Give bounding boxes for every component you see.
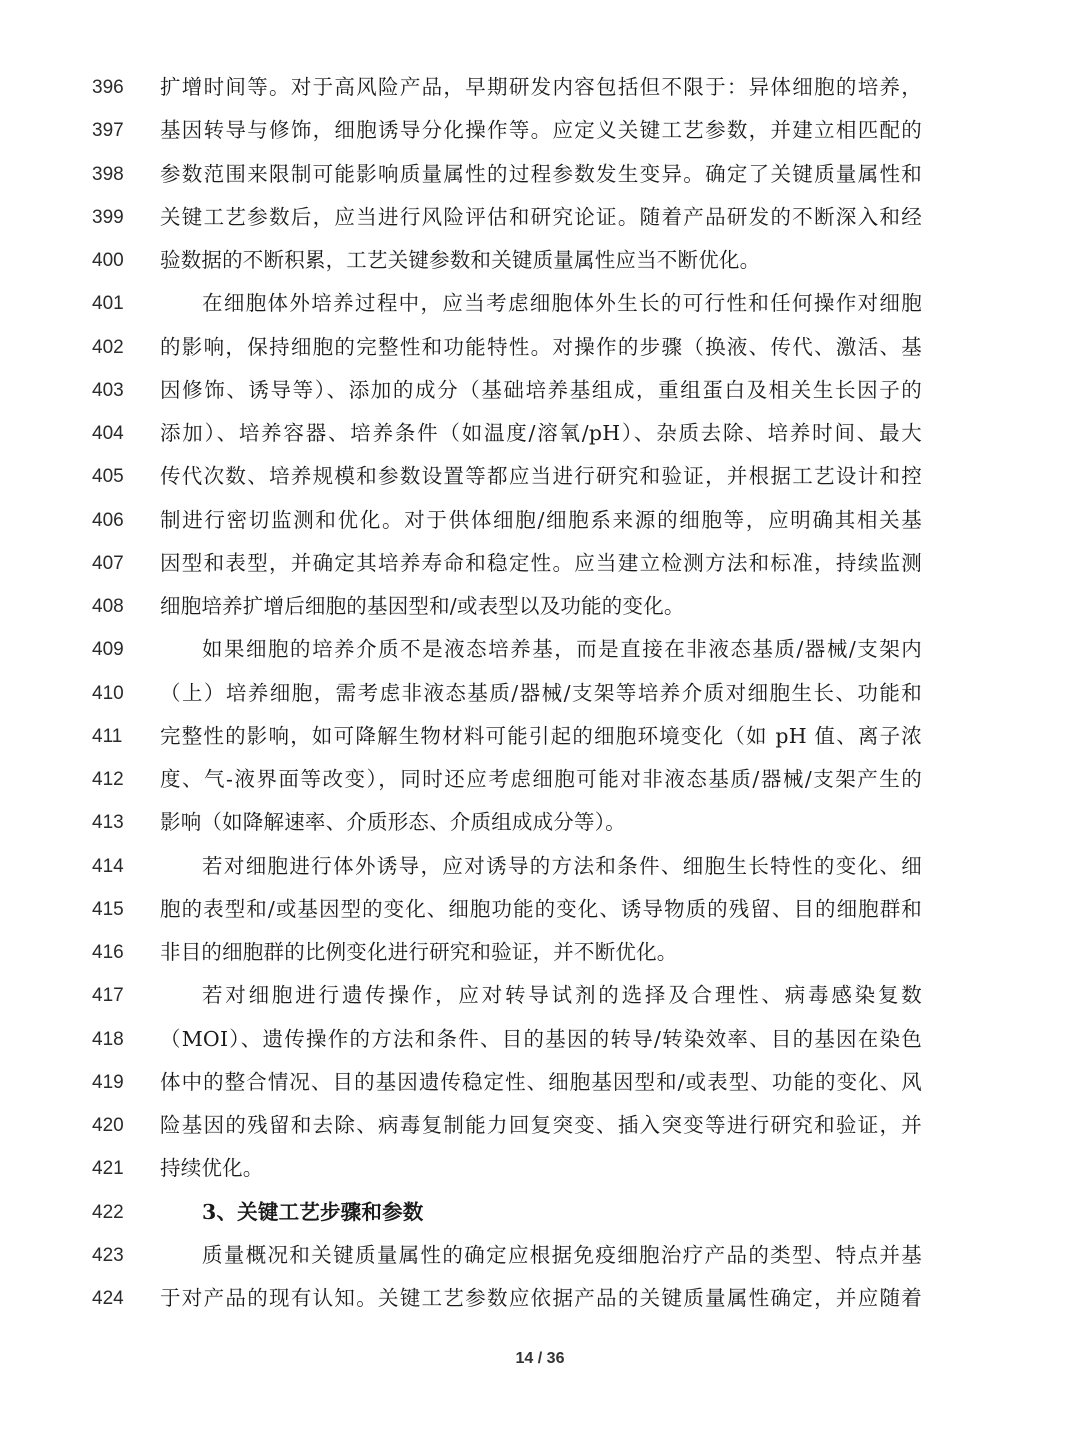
line-number: 423	[92, 1244, 124, 1266]
document-line	[0, 412, 1080, 455]
line-number: 413	[92, 812, 124, 834]
document-line	[0, 1147, 1080, 1190]
document-line	[0, 628, 1080, 671]
line-text: 扩增时间等。对于高风险产品，早期研发内容包括但不限于：异体细胞的培养，	[160, 75, 922, 99]
page-number: 14 / 36	[515, 1350, 565, 1367]
document-line	[0, 801, 1080, 844]
line-number: 419	[92, 1071, 124, 1093]
document-line	[0, 1104, 1080, 1147]
line-text: 险基因的残留和去除、病毒复制能力回复突变、插入突变等进行研究和验证，并	[160, 1113, 922, 1137]
document-line	[0, 66, 1080, 109]
line-number: 396	[92, 77, 124, 98]
line-text: 添加）、培养容器、培养条件（如温度/溶氧/pH）、杂质去除、培养时间、最大	[160, 421, 922, 445]
line-number: 420	[92, 1115, 124, 1136]
document-line	[0, 455, 1080, 498]
line-number: 403	[92, 379, 124, 401]
line-number: 421	[92, 1158, 124, 1180]
document-line	[0, 845, 1080, 888]
line-text: 完整性的影响，如可降解生物材料可能引起的细胞环境变化（如 pH 值、离子浓	[160, 723, 922, 748]
line-text: 关键工艺参数后，应当进行风险评估和研究论证。随着产品研发的不断深入和经	[160, 204, 922, 229]
line-text: 于对产品的现有认知。关键工艺参数应依据产品的关键质量属性确定，并应随着	[160, 1286, 922, 1310]
line-number: 422	[92, 1201, 124, 1223]
line-number: 414	[92, 855, 124, 877]
line-number: 401	[92, 293, 124, 315]
document-line	[0, 974, 1080, 1017]
document-line	[0, 1234, 1080, 1277]
line-text: 影响（如降解速率、介质形态、介质组成成分等）。	[160, 810, 626, 835]
line-text: （MOI）、遗传操作的方法和条件、目的基因的转导/转染效率、目的基因在染色	[160, 1026, 922, 1051]
document-line	[0, 1061, 1080, 1104]
document-line	[0, 326, 1080, 369]
document-body	[0, 66, 1080, 1320]
line-number: 418	[92, 1028, 124, 1050]
line-number: 406	[92, 509, 124, 531]
line-number: 404	[92, 423, 124, 444]
document-line	[0, 585, 1080, 628]
line-text: 非目的细胞群的比例变化进行研究和验证，并不断优化。	[160, 940, 678, 964]
line-text: 细胞培养扩增后细胞的基因型和/或表型以及功能的变化。	[160, 594, 685, 618]
line-text: 的影响，保持细胞的完整性和功能特性。对操作的步骤（换液、传代、激活、基	[160, 334, 922, 359]
line-text: 因修饰、诱导等）、添加的成分（基础培养基组成，重组蛋白及相关生长因子的	[160, 377, 922, 402]
line-number: 417	[92, 985, 124, 1007]
document-line	[0, 888, 1080, 931]
section-heading: 3、关键工艺步骤和参数	[202, 1199, 424, 1224]
document-line	[0, 196, 1080, 239]
document-line	[0, 282, 1080, 325]
line-text: 若对细胞进行体外诱导，应对诱导的方法和条件、细胞生长特性的变化、细	[202, 853, 922, 878]
line-number: 408	[92, 596, 124, 617]
line-number: 416	[92, 942, 124, 963]
line-number: 397	[92, 120, 124, 142]
line-text: 验数据的不断积累，工艺关键参数和关键质量属性应当不断优化。	[160, 248, 761, 272]
document-line	[0, 499, 1080, 542]
line-number: 402	[92, 336, 124, 358]
line-number: 398	[92, 163, 124, 185]
line-text: 制进行密切监测和优化。对于供体细胞/细胞系来源的细胞等，应明确其相关基	[160, 507, 922, 532]
line-number: 415	[92, 898, 124, 920]
document-line	[0, 153, 1080, 196]
line-text: 胞的表型和/或基因型的变化、细胞功能的变化、诱导物质的残留、目的细胞群和	[160, 896, 922, 921]
line-text: 如果细胞的培养介质不是液态培养基，而是直接在非液态基质/器械/支架内	[202, 637, 922, 662]
line-text: 体中的整合情况、目的基因遗传稳定性、细胞基因型和/或表型、功能的变化、风	[160, 1069, 922, 1094]
document-line	[0, 369, 1080, 412]
line-text: 度、气-液界面等改变），同时还应考虑细胞可能对非液态基质/器械/支架产生的	[160, 767, 922, 791]
line-text: 传代次数、培养规模和参数设置等都应当进行研究和验证，并根据工艺设计和控	[160, 464, 922, 489]
document-line	[0, 109, 1080, 152]
document-line	[0, 931, 1080, 974]
document-line	[0, 1018, 1080, 1061]
line-number: 411	[92, 725, 123, 747]
line-text: 在细胞体外培养过程中，应当考虑细胞体外生长的可行性和任何操作对细胞	[202, 291, 922, 316]
line-text: （上）培养细胞，需考虑非液态基质/器械/支架等培养介质对细胞生长、功能和	[160, 680, 922, 705]
document-line	[0, 542, 1080, 585]
line-number: 424	[92, 1288, 124, 1309]
document-line	[0, 1277, 1080, 1320]
line-text: 若对细胞进行遗传操作，应对转导试剂的选择及合理性、病毒感染复数	[202, 983, 922, 1008]
line-number: 410	[92, 682, 124, 704]
document-line	[0, 239, 1080, 282]
line-text: 持续优化。	[160, 1156, 264, 1181]
line-number: 399	[92, 206, 124, 228]
line-text: 质量概况和关键质量属性的确定应根据免疫细胞治疗产品的类型、特点并基	[202, 1242, 922, 1267]
line-text: 因型和表型，并确定其培养寿命和稳定性。应当建立检测方法和标准，持续监测	[160, 550, 922, 575]
line-number: 409	[92, 639, 124, 661]
line-number: 407	[92, 552, 124, 574]
line-text: 基因转导与修饰，细胞诱导分化操作等。应定义关键工艺参数，并建立相匹配的	[160, 118, 922, 143]
document-line	[0, 672, 1080, 715]
document-line	[0, 758, 1080, 801]
line-number: 412	[92, 769, 124, 790]
document-line	[0, 715, 1080, 758]
line-number: 405	[92, 466, 124, 488]
line-number: 400	[92, 250, 124, 271]
line-text: 参数范围来限制可能影响质量属性的过程参数发生变异。确定了关键质量属性和	[160, 161, 922, 186]
document-line	[0, 1191, 1080, 1234]
